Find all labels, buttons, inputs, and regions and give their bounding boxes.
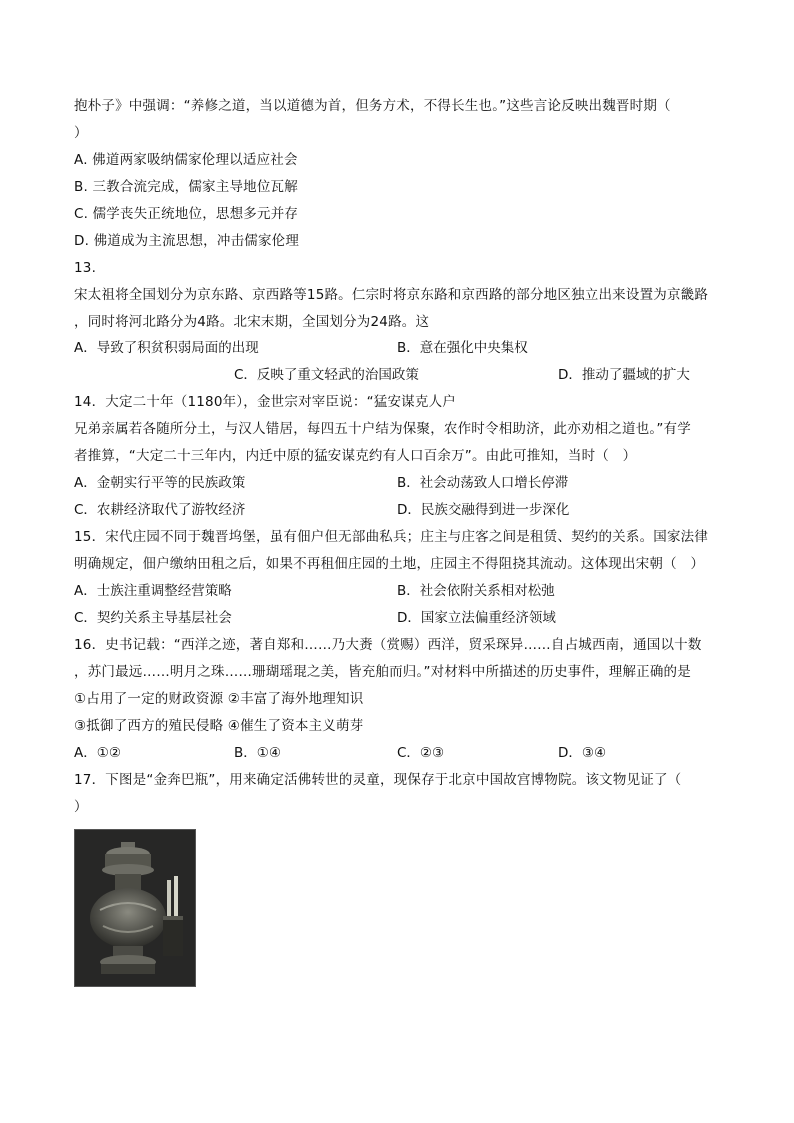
q12-stem-line2: ） [74,125,88,141]
q16-option-b: B．①④ [234,745,281,761]
q15-stem-line2: 明确规定，佃户缴纳田租之后，如果不再租佃庄园的土地，庄园主不得阻挠其流动。这体现出宋朝（ ） [74,556,705,572]
q14-option-d: D．民族交融得到进一步深化 [397,502,570,518]
q15-option-b: B．社会依附关系相对松弛 [397,583,555,599]
golden-urn-icon [75,830,195,986]
q14-option-b: B．社会动荡致人口增长停滞 [397,475,569,491]
q17-stem-line2: ） [74,799,88,815]
q14-option-c: C．农耕经济取代了游牧经济 [74,502,246,518]
q14-option-a: A．金朝实行平等的民族政策 [74,475,246,491]
q13-option-d: D．推动了疆域的扩大 [558,367,690,383]
q14-stem-line1: 14．大定二十年（1180年），金世宗对宰臣说：“猛安谋克人户 [74,394,456,410]
q13-stem-line2: ，同时将河北路分为4路。北宋末期，全国划分为24路。这 [74,314,430,330]
q13-stem-line1: 宋太祖将全国划分为京东路、京西路等15路。仁宗时将京东路和京西路的部分地区独立出来设置为京畿路 [74,287,709,303]
q16-stem-line1: 16．史书记载：“西洋之迹，著自郑和……乃大赉（赏赐）西洋，贸采琛异……自占城西南，通国以十数 [74,637,702,653]
q14-stem-line3: 者推算，“大定二十三年内，内迁中原的猛安谋克约有人口百余万”。由此可推知，当时（ ） [74,448,637,464]
q12-option-b: B. 三教合流完成，儒家主导地位瓦解 [74,179,298,195]
q15-option-d: D．国家立法偏重经济领域 [397,610,556,626]
q17-stem-line1: 17．下图是“金奔巴瓶”，用来确定活佛转世的灵童，现保存于北京中国故宫博物院。该文物见证了（ [74,772,682,788]
q15-stem-line1: 15．宋代庄园不同于魏晋坞堡，虽有佃户但无部曲私兵；庄主与庄客之间是租赁、契约的关系。国家法律 [74,529,709,545]
q12-stem-line1: 抱朴子》中强调：“养修之道，当以道德为首，但务方术，不得长生也。”这些言论反映出魏晋时期（ [74,98,671,114]
q13-option-b: B．意在强化中央集权 [397,340,528,356]
q15-option-c: C．契约关系主导基层社会 [74,610,232,626]
q13-option-c: C．反映了重文轻武的治国政策 [234,367,419,383]
q16-option-c: C．②③ [397,745,445,761]
q16-stem-line3: ①占用了一定的财政资源 ②丰富了海外地理知识 [74,691,364,707]
q16-option-a: A．①② [74,745,121,761]
q13-option-a: A．导致了积贫积弱局面的出现 [74,340,259,356]
q13-number: 13. [74,260,97,276]
q16-stem-line2: ，苏门最远……明月之珠……珊瑚瑶琨之美，皆充舶而归。”对材料中所描述的历史事件，理解正确的是 [74,664,691,680]
q16-option-d: D．③④ [558,745,607,761]
golden-urn-photo [74,829,196,987]
q15-option-a: A．士族注重调整经营策略 [74,583,232,599]
q14-stem-line2: 兄弟亲属若各随所分土，与汉人错居，每四五十户结为保聚，农作时令相助济，此亦劝相之道也。”有学 [74,421,691,437]
q12-option-c: C. 儒学丧失正统地位，思想多元并存 [74,206,299,222]
q16-stem-line4: ③抵御了西方的殖民侵略 ④催生了资本主义萌芽 [74,718,364,734]
q12-option-d: D. 佛道成为主流思想，冲击儒家伦理 [74,233,300,249]
q12-option-a: A. 佛道两家吸纳儒家伦理以适应社会 [74,152,298,168]
